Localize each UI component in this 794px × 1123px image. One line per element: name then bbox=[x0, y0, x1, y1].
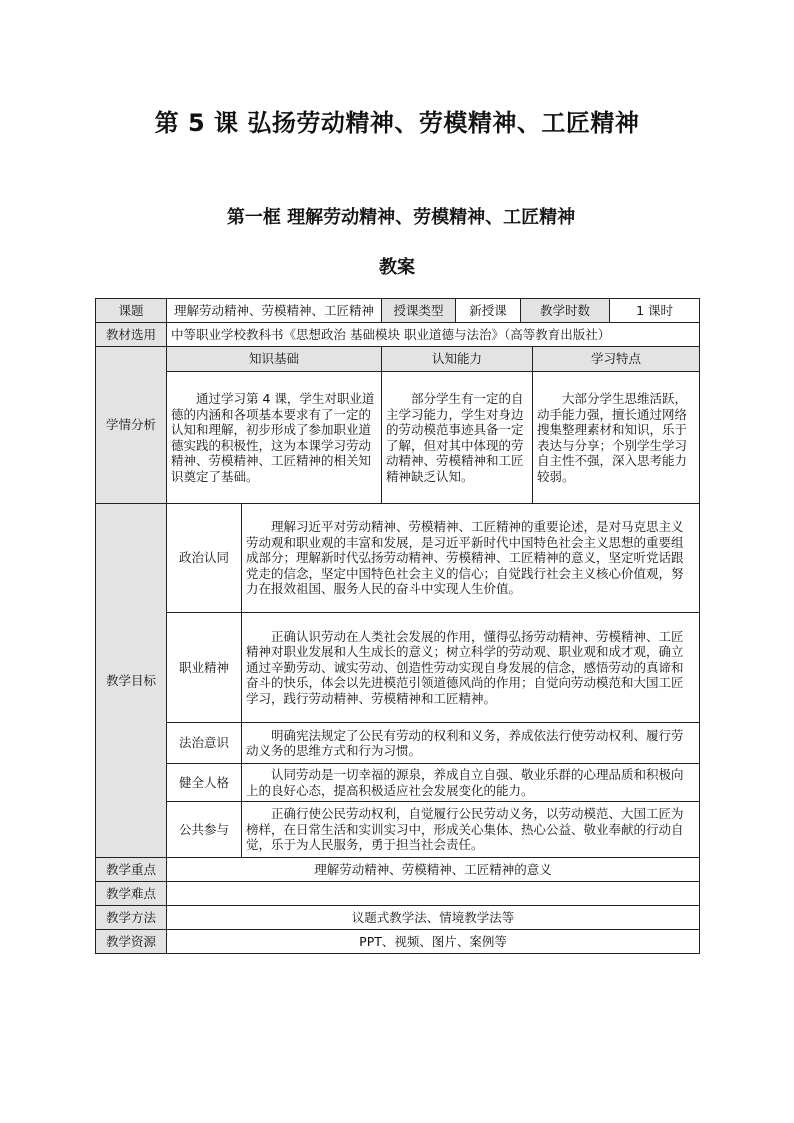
textbook-value: 中等职业学校教科书《思想政治 基础模块 职业道德与法治》（高等教育出版社） bbox=[167, 323, 700, 347]
table-row-objective bbox=[96, 504, 700, 613]
teaching-hours-value: 1 课时 bbox=[610, 299, 700, 323]
document-kind: 教案 bbox=[379, 257, 415, 278]
teaching-hours-label: 教学时数 bbox=[521, 299, 610, 323]
objective-text: 正确认识劳动在人类社会发展的作用，懂得弘扬劳动精神、劳模精神、工匠精神对职业发展和人生成长的意义；树立科学的劳动观、职业观和成才观，确立通过辛勤劳动、诚实劳动、创造性劳动实现自身发展的信念，感悟劳动的真谛和奋斗的快乐，体会以先进模范引领道德风尚的作用；自觉向劳动模范和大国工匠学习，践行劳动精神、劳模精神和工匠精神。 bbox=[242, 613, 700, 723]
table-row-topic bbox=[96, 299, 700, 323]
student-analysis-label: 学情分析 bbox=[96, 347, 167, 504]
difficulty-value bbox=[167, 882, 700, 906]
table-row-objective bbox=[96, 613, 700, 723]
lesson-title: 第 5 课 弘扬劳动精神、劳模精神、工匠精神 bbox=[154, 109, 640, 137]
objective-text: 正确行使公民劳动权利，自觉履行公民劳动义务，以劳动模范、大国工匠为榜样，在日常生活和实训实习中，形成关心集体、热心公益、敬业奉献的行动自觉，乐于为人民服务，勇于担当社会责任。 bbox=[242, 802, 700, 858]
table-row-key-point bbox=[96, 858, 700, 882]
objective-name: 职业精神 bbox=[167, 613, 242, 723]
objective-text: 理解习近平对劳动精神、劳模精神、工匠精神的重要论述，是对马克思主义劳动观和职业观的丰富和发展，是习近平新时代中国特色社会主义思想的重要组成部分；理解新时代弘扬劳动精神、劳模精神、工匠精神的意义，坚定听党话跟党走的信念，坚定中国特色社会主义的信心；自觉践行社会主义核心价值观，努力在报效祖国、服务人民的奋斗中实现人生价值。 bbox=[242, 504, 700, 613]
difficulty-label: 教学难点 bbox=[96, 882, 167, 906]
textbook-label: 教材选用 bbox=[96, 323, 167, 347]
table-row-difficulty bbox=[96, 882, 700, 906]
table-row-objective bbox=[96, 764, 700, 802]
table-row-analysis-content bbox=[96, 372, 700, 504]
topic-label: 课题 bbox=[96, 299, 167, 323]
section-subtitle: 第一框 理解劳动精神、劳模精神、工匠精神 bbox=[226, 207, 576, 228]
key-point-value: 理解劳动精神、劳模精神、工匠精神的意义 bbox=[167, 858, 700, 882]
analysis-learning-text: 大部分学生思维活跃，动手能力强，擅长通过网络搜集整理素材和知识，乐于表达与分享；个别学生学习自主性不强，深入思考能力较弱。 bbox=[533, 372, 700, 504]
objective-name: 法治意识 bbox=[167, 723, 242, 764]
teaching-method-label: 教学方法 bbox=[96, 906, 167, 930]
analysis-cognition-text: 部分学生有一定的自主学习能力，学生对身边的劳动模范事迹具备一定了解，但对其中体现的劳动精神、劳模精神和工匠精神缺乏认知。 bbox=[382, 372, 533, 504]
analysis-knowledge-text: 通过学习第 4 课，学生对职业道德的内涵和各项基本要求有了一定的认知和理解，初步形成了参加职业道德实践的积极性，这为本课学习劳动精神、劳模精神、工匠精神的相关知识奠定了基础。 bbox=[167, 372, 382, 504]
table-row-objective bbox=[96, 723, 700, 764]
teaching-objectives-label: 教学目标 bbox=[96, 504, 167, 858]
objective-text: 明确宪法规定了公民有劳动的权利和义务，养成依法行使劳动权利、履行劳动义务的思维方式和行为习惯。 bbox=[242, 723, 700, 764]
teaching-resources-value: PPT、视频、图片、案例等 bbox=[167, 930, 700, 954]
table-row-objective bbox=[96, 802, 700, 858]
table-row-resources bbox=[96, 930, 700, 954]
teaching-resources-label: 教学资源 bbox=[96, 930, 167, 954]
analysis-header-learning: 学习特点 bbox=[533, 347, 700, 372]
table-row-textbook bbox=[96, 323, 700, 347]
objective-text: 认同劳动是一切幸福的源泉，养成自立自强、敬业乐群的心理品质和积极向上的良好心态，提高积极适应社会发展变化的能力。 bbox=[242, 764, 700, 802]
table-row-analysis-headers bbox=[96, 347, 700, 372]
objective-name: 健全人格 bbox=[167, 764, 242, 802]
key-point-label: 教学重点 bbox=[96, 858, 167, 882]
analysis-header-knowledge: 知识基础 bbox=[167, 347, 382, 372]
objective-name: 政治认同 bbox=[167, 504, 242, 613]
lesson-type-label: 授课类型 bbox=[382, 299, 456, 323]
objective-name: 公共参与 bbox=[167, 802, 242, 858]
topic-value: 理解劳动精神、劳模精神、工匠精神 bbox=[167, 299, 382, 323]
lesson-plan-table bbox=[95, 298, 700, 954]
teaching-method-value: 议题式教学法、情境教学法等 bbox=[167, 906, 700, 930]
table-row-method bbox=[96, 906, 700, 930]
analysis-header-cognition: 认知能力 bbox=[382, 347, 533, 372]
lesson-type-value: 新授课 bbox=[456, 299, 521, 323]
